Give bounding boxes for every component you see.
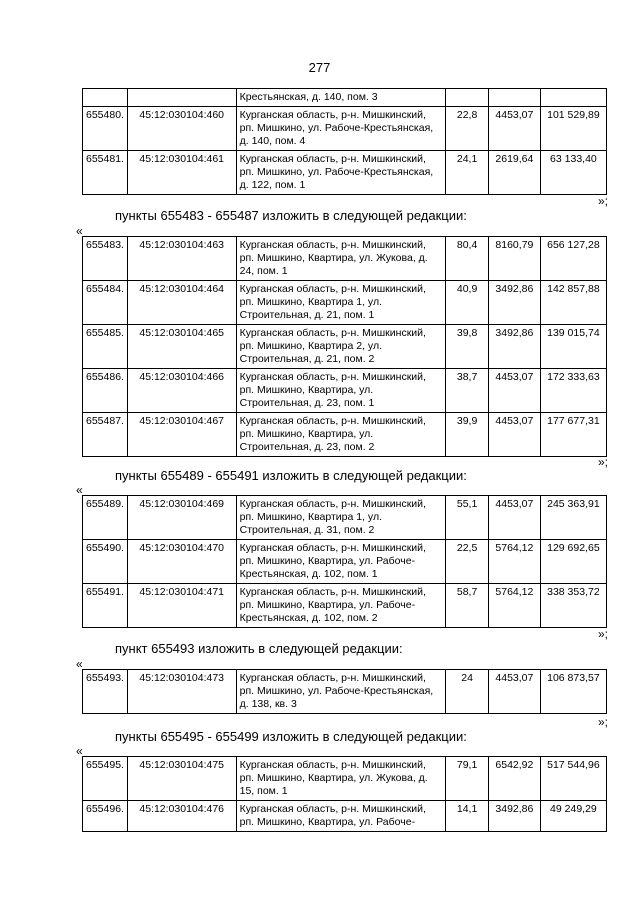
table-row (83, 151, 607, 195)
unit-value: 5764,12 (488, 540, 540, 584)
area: 22,5 (446, 540, 489, 584)
opening-quote: « (76, 224, 83, 238)
cadastral-number: 45:12:030104:463 (127, 237, 236, 281)
property-table (82, 88, 607, 195)
unit-value: 4453,07 (488, 107, 540, 151)
table-row (83, 237, 607, 281)
cadastral-value (540, 89, 606, 107)
closing-quote: »; (597, 455, 608, 469)
address: Курганская область, р-н. Мишкинский, рп. Мишкино, Квартира, ул. Строительная, д. 23, пом. 1 (236, 369, 446, 413)
table-row (83, 89, 607, 107)
property-table (82, 669, 607, 714)
row-number: 655487. (83, 413, 128, 457)
opening-quote: « (76, 744, 83, 758)
unit-value: 8160,79 (488, 237, 540, 281)
cadastral-value: 245 363,91 (540, 496, 606, 540)
area: 39,8 (446, 325, 489, 369)
property-table (82, 236, 607, 457)
unit-value: 4453,07 (488, 369, 540, 413)
area: 22,8 (446, 107, 489, 151)
table-row (83, 325, 607, 369)
area: 24,1 (446, 151, 489, 195)
property-table (82, 756, 607, 832)
row-number: 655485. (83, 325, 128, 369)
table-row (83, 369, 607, 413)
amendment-intro: пункты 655483 - 655487 изложить в следующей редакции: (115, 208, 467, 223)
table-row (83, 801, 607, 832)
cadastral-number: 45:12:030104:461 (127, 151, 236, 195)
address: Курганская область, р-н. Мишкинский, рп. Мишкино, ул. Рабоче-Крестьянская, д. 138, кв. 3 (236, 670, 446, 714)
area: 38,7 (446, 369, 489, 413)
cadastral-value: 517 544,96 (540, 757, 606, 801)
unit-value: 3492,86 (488, 281, 540, 325)
cadastral-number: 45:12:030104:471 (127, 584, 236, 628)
cadastral-value: 129 692,65 (540, 540, 606, 584)
row-number: 655480. (83, 107, 128, 151)
row-number: 655493. (83, 670, 128, 714)
cadastral-number: 45:12:030104:464 (127, 281, 236, 325)
row-number: 655496. (83, 801, 128, 832)
page-number: 277 (308, 60, 331, 75)
opening-quote: « (76, 657, 83, 671)
cadastral-number: 45:12:030104:467 (127, 413, 236, 457)
cadastral-value: 49 249,29 (540, 801, 606, 832)
row-number: 655491. (83, 584, 128, 628)
address: Курганская область, р-н. Мишкинский, рп. Мишкино, Квартира, ул. Рабоче-Крестьянская, д. 102, пом. 2 (236, 584, 446, 628)
row-number: 655483. (83, 237, 128, 281)
cadastral-value: 106 873,57 (540, 670, 606, 714)
table-row (83, 670, 607, 714)
address: Курганская область, р-н. Мишкинский, рп. Мишкино, Квартира 1, ул. Строительная, д. 31, пом. 2 (236, 496, 446, 540)
unit-value: 3492,86 (488, 801, 540, 832)
cadastral-number: 45:12:030104:460 (127, 107, 236, 151)
address: Курганская область, р-н. Мишкинский, рп. Мишкино, ул. Рабоче-Крестьянская, д. 122, пом. 1 (236, 151, 446, 195)
row-number: 655495. (83, 757, 128, 801)
closing-quote: »; (597, 627, 608, 641)
table-row (83, 757, 607, 801)
address: Курганская область, р-н. Мишкинский, рп. Мишкино, Квартира, ул. Рабоче-Крестьянская, д. 102, пом. 1 (236, 540, 446, 584)
cadastral-number: 45:12:030104:475 (127, 757, 236, 801)
area: 24 (446, 670, 489, 714)
cadastral-number: 45:12:030104:469 (127, 496, 236, 540)
row-number: 655489. (83, 496, 128, 540)
cadastral-value: 338 353,72 (540, 584, 606, 628)
cadastral-value: 63 133,40 (540, 151, 606, 195)
row-number (83, 89, 128, 107)
unit-value: 4453,07 (488, 413, 540, 457)
table-row (83, 540, 607, 584)
address: Курганская область, р-н. Мишкинский, рп. Мишкино, ул. Рабоче-Крестьянская, д. 140, пом. 4 (236, 107, 446, 151)
area: 58,7 (446, 584, 489, 628)
closing-quote: »; (597, 715, 608, 729)
cadastral-number: 45:12:030104:476 (127, 801, 236, 832)
closing-quote: »; (597, 194, 608, 208)
cadastral-number: 45:12:030104:466 (127, 369, 236, 413)
cadastral-number (127, 89, 236, 107)
address: Крестьянская, д. 140, пом. 3 (236, 89, 446, 107)
table-row (83, 107, 607, 151)
area: 55,1 (446, 496, 489, 540)
area: 40,9 (446, 281, 489, 325)
unit-value: 2619,64 (488, 151, 540, 195)
area: 14,1 (446, 801, 489, 832)
cadastral-number: 45:12:030104:470 (127, 540, 236, 584)
unit-value: 4453,07 (488, 496, 540, 540)
opening-quote: « (76, 483, 83, 497)
area: 79,1 (446, 757, 489, 801)
address: Курганская область, р-н. Мишкинский, рп. Мишкино, Квартира 2, ул. Строительная, д. 21, пом. 2 (236, 325, 446, 369)
cadastral-value: 177 677,31 (540, 413, 606, 457)
address: Курганская область, р-н. Мишкинский, рп. Мишкино, Квартира, ул. Жукова, д. 15, пом. 1 (236, 757, 446, 801)
unit-value: 5764,12 (488, 584, 540, 628)
table-row (83, 584, 607, 628)
area: 80,4 (446, 237, 489, 281)
unit-value (488, 89, 540, 107)
area (446, 89, 489, 107)
table-row (83, 496, 607, 540)
address: Курганская область, р-н. Мишкинский, рп. Мишкино, Квартира, ул. Жукова, д. 24, пом. 1 (236, 237, 446, 281)
row-number: 655481. (83, 151, 128, 195)
unit-value: 6542,92 (488, 757, 540, 801)
cadastral-value: 142 857,88 (540, 281, 606, 325)
cadastral-value: 101 529,89 (540, 107, 606, 151)
address: Курганская область, р-н. Мишкинский, рп. Мишкино, Квартира, ул. Рабоче- (236, 801, 446, 832)
cadastral-value: 139 015,74 (540, 325, 606, 369)
cadastral-number: 45:12:030104:465 (127, 325, 236, 369)
table-row (83, 281, 607, 325)
row-number: 655490. (83, 540, 128, 584)
row-number: 655484. (83, 281, 128, 325)
table-row (83, 413, 607, 457)
address: Курганская область, р-н. Мишкинский, рп. Мишкино, Квартира 1, ул. Строительная, д. 21, пом. 1 (236, 281, 446, 325)
address: Курганская область, р-н. Мишкинский, рп. Мишкино, Квартира, ул. Строительная, д. 23, пом. 2 (236, 413, 446, 457)
cadastral-value: 172 333,63 (540, 369, 606, 413)
unit-value: 4453,07 (488, 670, 540, 714)
cadastral-number: 45:12:030104:473 (127, 670, 236, 714)
property-table (82, 495, 607, 628)
row-number: 655486. (83, 369, 128, 413)
amendment-intro: пункты 655489 - 655491 изложить в следующей редакции: (115, 468, 467, 483)
unit-value: 3492,86 (488, 325, 540, 369)
area: 39,9 (446, 413, 489, 457)
cadastral-value: 656 127,28 (540, 237, 606, 281)
amendment-intro: пункты 655495 - 655499 изложить в следующей редакции: (115, 729, 467, 744)
amendment-intro: пункт 655493 изложить в следующей редакции: (115, 641, 403, 656)
